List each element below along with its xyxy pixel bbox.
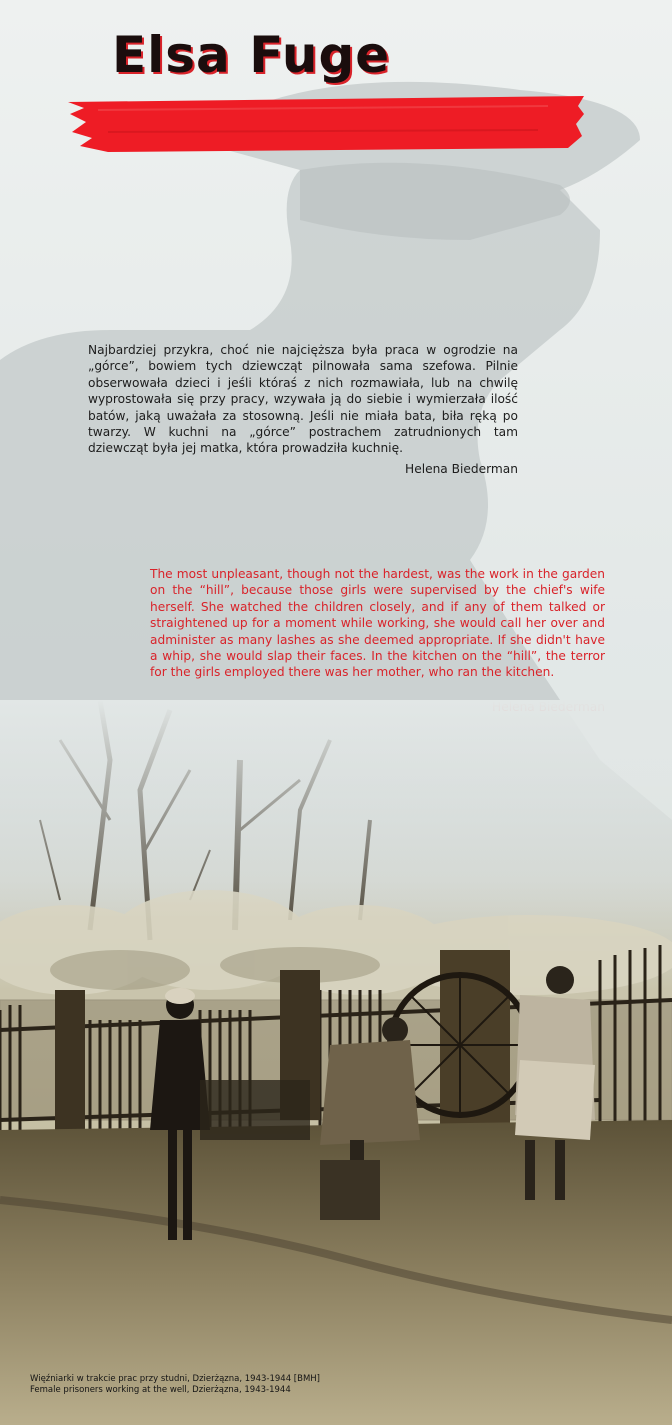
page-title: Elsa Fuge xyxy=(112,26,391,84)
quote-polish-author: Helena Biederman xyxy=(405,462,518,476)
photo-caption-english: Female prisoners working at the well, Dzierżązna, 1943-1944 xyxy=(30,1384,291,1395)
photo-caption xyxy=(30,1374,320,1395)
historical-photo xyxy=(0,700,672,1425)
quote-polish: Najbardziej przykra, choć nie najcięższa była praca w ogrodzie na „górce”, bowiem tych dziewcząt pilnowała sama szefowa. Pilnie obserwowała dzieci i jeśli któraś z nich rozmawiała, lub na chwilę wyprostowała się przy pracy, wzywała ją do siebie i wymierzała ilość batów, jaką uważała za stosowną. Jeśli nie miała bata, biła ręką po twarzy. W kuchni na „górce” postrachem zatrudnionych tam dziewcząt była jej matka, która prowadziła kuchnię. xyxy=(88,343,518,456)
quote-english: The most unpleasant, though not the hardest, was the work in the garden on the “hill”, because those girls were supervised by the chief's wife herself. She watched the children closely, and if any of them talked or straightened up for a moment while working, she would call her over and administer as many lashes as she deemed appropriate. If she didn't have a whip, she would slap their faces. In the kitchen on the “hill”, the terror for the girls employed there was her mother, who ran the kitchen. xyxy=(150,567,605,680)
red-brush-stroke xyxy=(68,92,584,154)
photo-caption-polish: Więźniarki w trakcie prac przy studni, Dzierżązna, 1943-1944 [BMH] xyxy=(30,1374,320,1384)
